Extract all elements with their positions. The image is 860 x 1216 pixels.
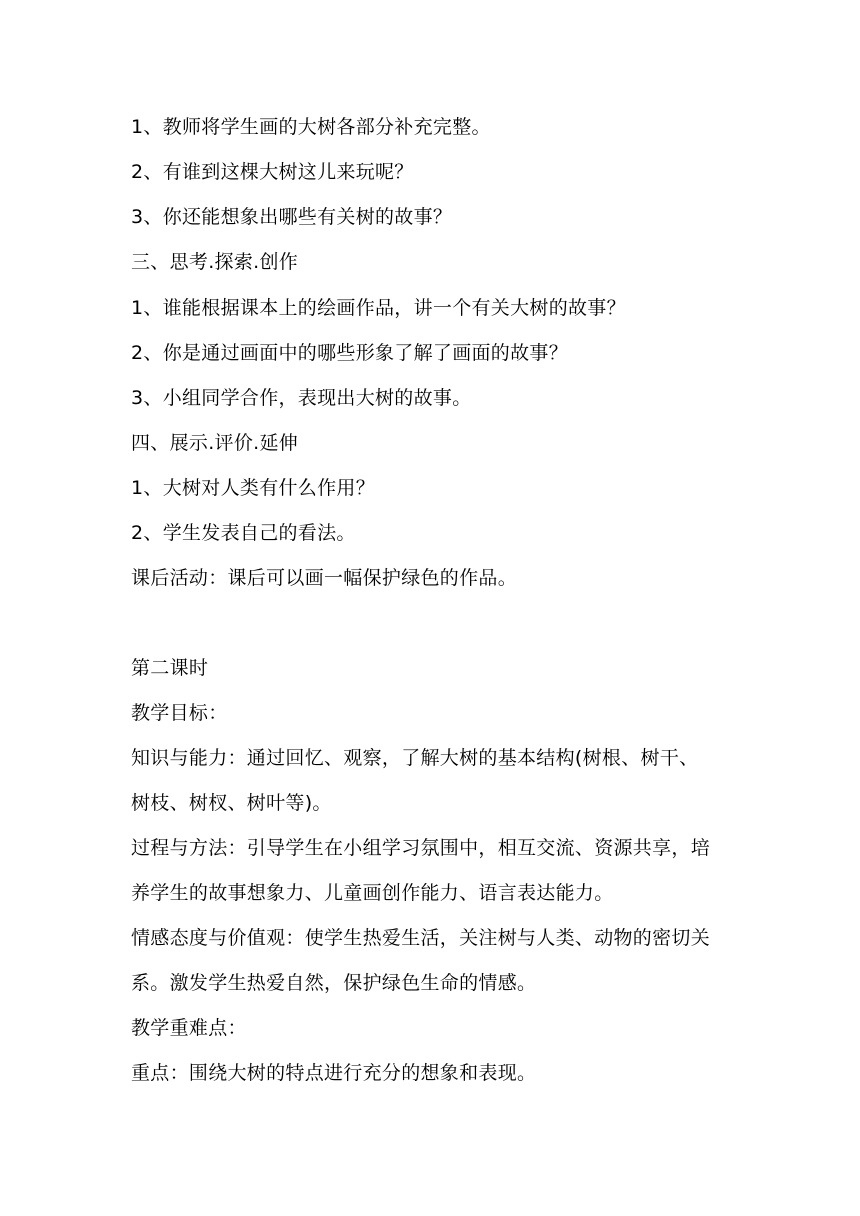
text-line: 1、大树对人类有什么作用？ (131, 477, 375, 499)
text-line: 3、小组同学合作，表现出大树的故事。 (131, 387, 472, 409)
text-line: 养学生的故事想象力、儿童画创作能力、语言表达能力。 (131, 882, 614, 904)
text-line: 2、你是通过画面中的哪些形象了解了画面的故事？ (131, 342, 568, 364)
text-line: 树枝、树杈、树叶等)。 (131, 792, 332, 814)
section-heading: 四、展示.评价.延伸 (131, 432, 299, 454)
text-line: 重点：围绕大树的特点进行充分的想象和表现。 (131, 1062, 537, 1084)
text-line: 系。激发学生热爱自然，保护绿色生命的情感。 (131, 972, 537, 994)
text-line: 2、有谁到这棵大树这儿来玩呢？ (131, 161, 414, 183)
text-line: 2、学生发表自己的看法。 (131, 522, 356, 544)
text-line: 过程与方法：引导学生在小组学习氛围中，相互交流、资源共享，培 (131, 837, 711, 859)
text-line: 3、你还能想象出哪些有关树的故事？ (131, 206, 453, 228)
text-line: 1、谁能根据课本上的绘画作品，讲一个有关大树的故事？ (131, 297, 626, 319)
section-heading: 三、思考.探索.创作 (131, 251, 299, 273)
lesson-heading: 第二课时 (131, 657, 209, 679)
text-line: 教学重难点： (131, 1017, 247, 1039)
text-line: 知识与能力：通过回忆、观察，了解大树的基本结构(树根、树干、 (131, 747, 699, 769)
text-line: 情感态度与价值观：使学生热爱生活，关注树与人类、动物的密切关 (131, 927, 711, 949)
text-line: 教学目标： (131, 702, 228, 724)
text-line: 课后活动：课后可以画一幅保护绿色的作品。 (131, 567, 518, 589)
text-line: 1、教师将学生画的大树各部分补充完整。 (131, 116, 491, 138)
